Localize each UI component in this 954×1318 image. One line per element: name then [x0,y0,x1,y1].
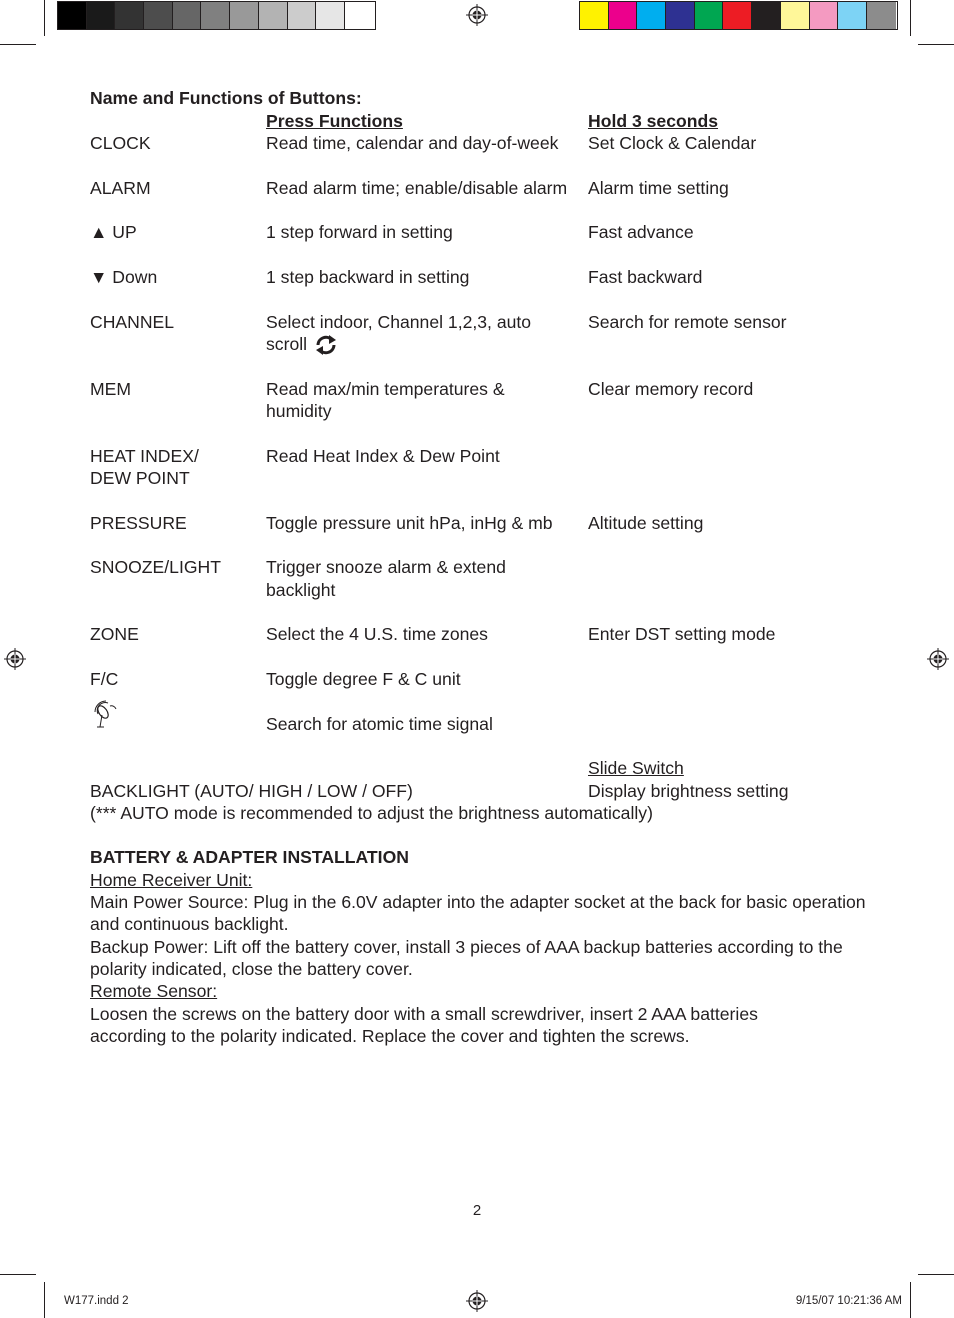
press-function-alarm: Read alarm time; enable/disable alarm [266,178,568,198]
crop-mark-top-left-v [44,0,45,36]
color-swatch [609,2,638,29]
gray-swatch [230,2,259,29]
crop-mark-bottom-left-v [44,1282,45,1318]
slide-switch-label: Slide Switch [588,758,684,778]
hold-function-clock: Set Clock & Calendar [588,133,757,153]
button-name-mem: MEM [90,379,132,399]
color-swatch [666,2,695,29]
button-name-pressure: PRESSURE [90,513,187,533]
registration-mark-icon [466,4,488,26]
press-function-snooze-line2: backlight [266,580,336,600]
hold-function-zone: Enter DST setting mode [588,624,776,644]
color-swatch [752,2,781,29]
button-name-heat-index-line1: HEAT INDEX/ [90,446,199,466]
press-function-mem-line1: Read max/min temperatures & [266,379,505,399]
press-function-pressure: Toggle pressure unit hPa, inHg & mb [266,513,553,533]
button-name-zone: ZONE [90,624,139,644]
press-function-clock: Read time, calendar and day-of-week [266,133,559,153]
gray-swatch [115,2,144,29]
gray-swatch [144,2,173,29]
button-name-alarm: ALARM [90,178,151,198]
press-function-zone: Select the 4 U.S. time zones [266,624,488,644]
gray-swatch [345,2,374,29]
column-header-press: Press Functions [266,111,403,131]
gray-swatch [201,2,230,29]
gray-swatch [316,2,345,29]
hold-function-up: Fast advance [588,222,694,242]
slug-timestamp: 9/15/07 10:21:36 AM [795,1295,902,1307]
button-name-snooze-light: SNOOZE/LIGHT [90,557,221,577]
press-function-channel-line2 [266,333,340,356]
crop-mark-bottom-right-v [910,1282,911,1318]
crop-mark-bottom-left-h [0,1274,36,1275]
button-name-heat-index-line2: DEW POINT [90,468,190,488]
press-function-snooze-line1: Trigger snooze alarm & extend [266,557,506,577]
color-swatch [838,2,867,29]
auto-scroll-icon [314,334,340,356]
press-function-channel-line1: Select indoor, Channel 1,2,3, auto [266,312,532,332]
hold-function-alarm: Alarm time setting [588,178,729,198]
press-function-channel-text: scroll [266,334,308,354]
battery-heading: BATTERY & ADAPTER INSTALLATION [90,847,409,867]
crop-mark-top-right-h [918,44,954,45]
remote-sensor-label: Remote Sensor: [90,981,218,1001]
hold-function-channel: Search for remote sensor [588,312,787,332]
press-function-fc: Toggle degree F & C unit [266,669,461,689]
registration-mark-icon [4,648,26,670]
slug-file-info: W177.indd 2 [64,1295,129,1307]
backlight-name: BACKLIGHT (AUTO/ HIGH / LOW / OFF) [90,781,413,801]
backlight-description: Display brightness setting [588,781,789,801]
press-function-mem-line2: humidity [266,401,332,421]
remote-sensor-paragraph: Loosen the screws on the battery door with a small screwdriver, insert 2 AAA batteries according to the polarity indicated. Replace the cover and tighten the screws. [90,1004,758,1047]
backlight-note: (*** AUTO mode is recommended to adjust the brightness automatically) [90,803,653,823]
gray-swatch [259,2,288,29]
hold-function-mem: Clear memory record [588,379,754,399]
color-swatch [723,2,752,29]
registration-mark-icon [927,648,949,670]
antenna-icon [92,700,120,730]
grayscale-color-bar [57,1,376,30]
hold-function-down: Fast backward [588,267,703,287]
gray-swatch [288,2,317,29]
gray-swatch [173,2,202,29]
button-name-clock: CLOCK [90,133,151,153]
color-swatch [580,2,609,29]
page-number: 2 [472,1202,482,1219]
button-name-down: ▼ Down [90,267,158,287]
press-function-heat-index: Read Heat Index & Dew Point [266,446,500,466]
home-receiver-label: Home Receiver Unit: [90,870,253,890]
gray-swatch [87,2,116,29]
button-name-channel: CHANNEL [90,312,175,332]
button-name-up: ▲ UP [90,222,137,242]
crop-mark-top-right-v [910,0,911,36]
press-function-down: 1 step backward in setting [266,267,470,287]
button-name-fc: F/C [90,669,119,689]
color-swatch [867,2,896,29]
registration-mark-icon [466,1290,488,1312]
crop-mark-top-left-h [0,44,36,45]
hold-function-pressure: Altitude setting [588,513,704,533]
backup-power-paragraph: Backup Power: Lift off the battery cover, install 3 pieces of AAA backup batteries according to the polarity indicated, close the battery cover. [90,937,843,980]
crop-mark-bottom-right-h [918,1274,954,1275]
section-title: Name and Functions of Buttons: [90,88,362,108]
gray-swatch [58,2,87,29]
main-power-paragraph: Main Power Source: Plug in the 6.0V adapter into the adapter socket at the back for basic operation and continuous backlight. [90,892,866,935]
color-swatch [637,2,666,29]
color-swatch [810,2,839,29]
color-swatch [781,2,810,29]
press-function-atomic: Search for atomic time signal [266,714,493,734]
column-header-hold: Hold 3 seconds [588,111,719,131]
process-color-bar [579,1,898,30]
press-function-up: 1 step forward in setting [266,222,453,242]
color-swatch [695,2,724,29]
